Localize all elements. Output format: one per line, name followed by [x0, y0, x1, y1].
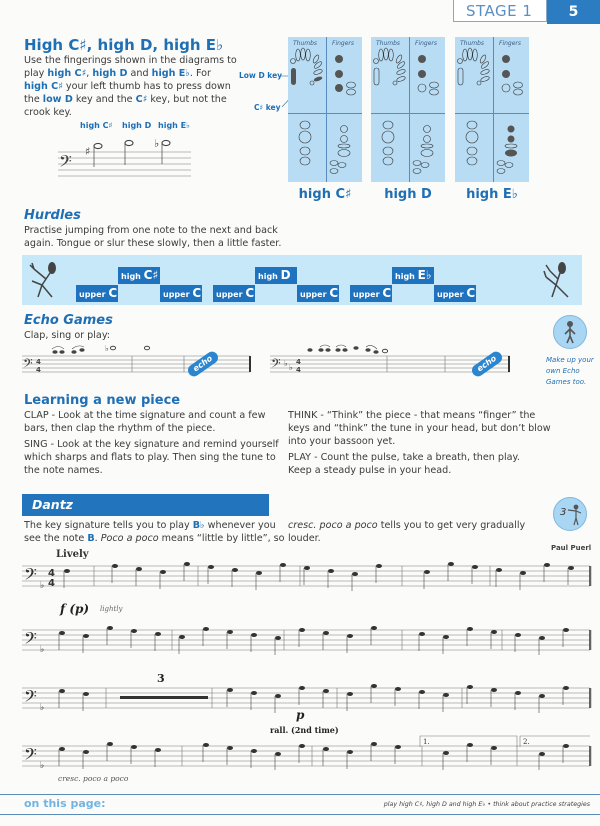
echo-badge: echo: [186, 349, 221, 378]
side-note-line: Games too.: [546, 378, 587, 386]
note-head: [472, 565, 478, 569]
note-head: [539, 752, 545, 756]
tempo-marking: Lively: [56, 549, 89, 560]
para-line: [24, 519, 276, 532]
text: .: [94, 533, 101, 544]
note-head: [275, 636, 281, 640]
para-line: PLAY - Count the pulse, take a breath, then play.: [288, 452, 520, 463]
flat-icon: ♭: [40, 645, 45, 655]
para-line: Use the fingerings shown in the diagrams to: [24, 55, 237, 66]
stage-label: STAGE 1: [453, 0, 547, 22]
note-head: [251, 691, 257, 695]
flat-icon: ♭: [40, 703, 45, 713]
note-head: [251, 749, 257, 753]
hurdle-note-block: [76, 285, 118, 302]
note-head: [496, 568, 502, 572]
block-note: C: [382, 286, 392, 300]
block-prefix: upper: [353, 290, 380, 299]
note-head: [83, 750, 89, 754]
conductor-figure-icon: [554, 498, 586, 530]
block-note: C♯: [143, 268, 159, 282]
para-line: CLAP - Look at the time signature and count a few: [24, 410, 266, 421]
multi-rest-count: 3: [157, 672, 165, 685]
para-line: [24, 80, 239, 93]
para-line: keys and “think” the tune in your head, but don’t blow: [288, 423, 551, 434]
note-head: [131, 629, 137, 633]
composer: Paul Puerl: [551, 544, 592, 552]
text: play: [24, 68, 48, 79]
cresc-marking: cresc. poco a poco: [58, 774, 129, 783]
note-head: [419, 690, 425, 694]
time-sig: 4: [48, 578, 55, 589]
first-ending: 1.: [423, 738, 430, 746]
note-head: [280, 563, 286, 567]
svg-text:♭: ♭: [105, 344, 109, 353]
fingering-keys-icon: [455, 37, 529, 182]
text: ,: [86, 68, 93, 79]
section-title: Echo Games: [24, 313, 113, 328]
note-head: [232, 568, 238, 572]
time-sig: 4: [48, 568, 55, 579]
hurdle-note-block: [213, 285, 255, 302]
note-head: [59, 631, 65, 635]
note-name: high C♯: [47, 68, 87, 79]
figure-icon: [554, 316, 586, 348]
para-line: [24, 532, 285, 545]
note-name: high D: [92, 68, 128, 79]
note-head: [376, 564, 382, 568]
dynamic-marking: p: [296, 708, 305, 722]
note-head: [136, 567, 142, 571]
note-head: [203, 743, 209, 747]
text: key and the: [72, 94, 136, 105]
note-head: [443, 751, 449, 755]
block-prefix: upper: [79, 290, 106, 299]
block-note: C: [192, 286, 202, 300]
note-head: [467, 685, 473, 689]
note-head: [424, 570, 430, 574]
note-head: [59, 689, 65, 693]
para-line: Keep a steady pulse in your head.: [288, 465, 452, 476]
bass-clef-icon: 𝄢: [23, 356, 33, 374]
bass-clef-icon: 𝄢: [24, 628, 37, 652]
text: the: [24, 94, 43, 105]
thumbs-header: Thumbs: [293, 40, 318, 47]
note-head: [491, 688, 497, 692]
block-note: C: [108, 286, 118, 300]
runner-figure-icon: [28, 259, 62, 301]
note-staff: [56, 135, 196, 180]
note-head: [371, 684, 377, 688]
note-head: [352, 572, 358, 576]
hurdles-strip: [22, 255, 582, 305]
text: tells you to get very gradually: [377, 520, 526, 531]
key-name: C♯: [135, 94, 148, 105]
note-head: [155, 748, 161, 752]
key-name: low D: [42, 94, 73, 105]
para-line: into your bassoon yet.: [288, 436, 396, 447]
note-name: high C♯: [24, 81, 63, 92]
text: see the note: [24, 533, 88, 544]
block-prefix: upper: [437, 290, 464, 299]
note-head: [94, 143, 102, 148]
note-head: [443, 635, 449, 639]
note-head: [371, 626, 377, 630]
block-note: C: [466, 286, 476, 300]
flat-icon: ♭: [40, 581, 45, 591]
csharp-key-callout: C♯ key: [254, 103, 281, 112]
note-head: [227, 746, 233, 750]
staff-label: high D: [122, 121, 152, 130]
section-title: Hurdles: [24, 208, 81, 223]
dantz-text-left: [24, 519, 285, 545]
fingering-keys-icon: [371, 37, 445, 182]
block-note: D: [280, 268, 291, 282]
hurdles-section: [24, 208, 324, 250]
hurdle-note-block: [350, 285, 392, 302]
note-head: [251, 633, 257, 637]
note-head: [112, 564, 118, 568]
volta-2: [520, 736, 590, 747]
diagram-label: high E♭: [466, 187, 518, 202]
note-head: [515, 691, 521, 695]
note-head: [347, 750, 353, 754]
note-head: [299, 744, 305, 748]
note-head: [515, 633, 521, 637]
note-head: [155, 632, 161, 636]
note-head: [323, 747, 329, 751]
note-head: [131, 745, 137, 749]
flat-icon: ♭: [154, 137, 160, 150]
note-head: [299, 686, 305, 690]
svg-text:♭: ♭: [289, 363, 293, 372]
bass-clef-icon: 𝄢: [24, 744, 37, 768]
note-head: [256, 571, 262, 575]
note-head: [179, 635, 185, 639]
echo-side-note: [546, 355, 594, 388]
thumbs-header: Thumbs: [460, 40, 485, 47]
expression-word: lightly: [100, 605, 123, 613]
block-note: C: [329, 286, 339, 300]
text: means “little by little”, so: [158, 533, 285, 544]
para-line: Practise jumping from one note to the next and back: [24, 225, 278, 236]
para-line: which sharps and flats to play. Then sing the tune to: [24, 452, 276, 463]
note-head: [467, 627, 473, 631]
para-line: THINK - “Think” the piece - that means “finger” the: [288, 410, 536, 421]
bass-clef-icon: 𝄢: [24, 564, 37, 588]
echo-badge: echo: [470, 349, 505, 378]
fingering-diagram: [288, 37, 362, 182]
note-name: B♭: [192, 520, 205, 531]
note-head: [299, 628, 305, 632]
note-head: [395, 687, 401, 691]
note-head: [203, 627, 209, 631]
note-head: [83, 692, 89, 696]
fingering-paragraph: [24, 54, 239, 119]
bass-clef-icon: 𝄢: [271, 356, 281, 374]
note-head: [395, 745, 401, 749]
diagram-label: high D: [384, 187, 432, 202]
note-head: [64, 569, 70, 573]
dynamic-marking: f (p): [60, 602, 90, 616]
note-head: [323, 689, 329, 693]
note-head: [539, 694, 545, 698]
note-head: [208, 565, 214, 569]
note-head: [107, 626, 113, 630]
note-head: [371, 742, 377, 746]
note-head: [347, 634, 353, 638]
note-head: [539, 636, 545, 640]
staff-label: high E♭: [158, 121, 190, 130]
footer-summary: play high C♯, high D and high E♭ • think about practice strategies: [383, 801, 590, 808]
diagram-label: high C♯: [298, 187, 352, 202]
learning-section-right: [288, 409, 550, 477]
hurdle-note-block: [255, 267, 297, 284]
rall-marking: rall. (2nd time): [270, 725, 339, 735]
note-head: [275, 752, 281, 756]
staff-label: high C♯: [80, 121, 113, 130]
note-head: [59, 747, 65, 751]
text: . For: [189, 68, 211, 79]
fingers-header: Fingers: [332, 40, 355, 47]
para-line: [24, 93, 239, 106]
block-prefix: upper: [216, 290, 243, 299]
fingering-keys-icon: [288, 37, 362, 182]
text: your left thumb has to press down: [62, 81, 231, 92]
text: and: [127, 68, 152, 79]
track-number: 3: [560, 507, 567, 518]
side-note-line: own Echo: [546, 367, 580, 375]
footer-label: on this page:: [24, 797, 106, 810]
bass-clef-icon: 𝄢: [24, 686, 37, 710]
note-head: [323, 631, 329, 635]
note-head: [184, 562, 190, 566]
para-line: again. Tongue or slur these slowly, then a little faster.: [24, 238, 282, 249]
dantz-text-right: [288, 519, 528, 545]
para-line: [24, 67, 239, 80]
term: Poco a poco: [100, 533, 159, 544]
block-prefix: high: [395, 272, 415, 281]
fingers-header: Fingers: [415, 40, 438, 47]
note-head: [491, 630, 497, 634]
block-prefix: upper: [163, 290, 190, 299]
term: cresc. poco a poco: [288, 520, 378, 531]
multi-rest: [120, 696, 208, 699]
hurdle-note-block: [297, 285, 339, 302]
hurdle-note-block: [434, 285, 476, 302]
svg-text:4: 4: [296, 358, 301, 366]
svg-text:4: 4: [36, 358, 41, 366]
page-number: 5: [547, 0, 600, 24]
para-line: SING - Look at the key signature and remind yourself: [24, 439, 279, 450]
note-name: B: [87, 533, 95, 544]
hurdle-note-block: [160, 285, 202, 302]
text: The key signature tells you to play: [24, 520, 193, 531]
fingering-section: [24, 36, 239, 119]
svg-text:4: 4: [296, 366, 301, 374]
second-ending: 2.: [523, 738, 530, 746]
text: whenever you: [204, 520, 276, 531]
runner-figure-icon: [542, 259, 576, 301]
note-head: [419, 632, 425, 636]
note-head: [448, 562, 454, 566]
footer-divider: [0, 794, 600, 795]
learning-section: [24, 393, 286, 477]
note-head: [520, 571, 526, 575]
thumbs-header: Thumbs: [376, 40, 401, 47]
note-head: [563, 628, 569, 632]
para-line: crook key.: [24, 107, 72, 118]
block-prefix: upper: [300, 290, 327, 299]
subtitle: Clap, sing or play:: [24, 330, 111, 341]
flat-icon: ♭: [40, 761, 45, 770]
note-head: [544, 563, 550, 567]
fingering-diagram: [455, 37, 529, 182]
low-d-key-callout: Low D key: [239, 71, 283, 80]
note-head: [328, 569, 334, 573]
track-badge: [553, 497, 587, 531]
footer-divider: [0, 814, 600, 815]
note-head: [563, 744, 569, 748]
hurdle-note-block: [118, 267, 160, 284]
fingering-diagram: [371, 37, 445, 182]
note-head: [162, 140, 170, 145]
block-note: C: [245, 286, 255, 300]
block-note: E♭: [417, 268, 432, 282]
note-name: high E♭: [151, 68, 190, 79]
side-note-line: Make up your: [546, 356, 594, 364]
block-prefix: high: [258, 272, 278, 281]
note-head: [443, 693, 449, 697]
dantz-score: [22, 560, 592, 770]
fingers-header: Fingers: [499, 40, 522, 47]
note-head: [83, 634, 89, 638]
note-head: [275, 694, 281, 698]
bass-clef-icon: 𝄢: [59, 151, 72, 175]
note-head: [467, 743, 473, 747]
dantz-title-bar: Dantz: [22, 494, 269, 516]
section-title: High C♯, high D, high E♭: [24, 36, 224, 54]
hurdle-note-block: [392, 267, 434, 284]
echo-staff-1: [22, 344, 252, 380]
text: key, but not the: [147, 94, 227, 105]
para-line: louder.: [288, 533, 321, 544]
note-head: [227, 688, 233, 692]
note-head: [563, 686, 569, 690]
svg-text:♭: ♭: [284, 359, 288, 368]
para-line: bars, then clap the rhythm of the piece.: [24, 423, 216, 434]
note-head: [568, 566, 574, 570]
para-line: [288, 519, 528, 532]
svg-text:4: 4: [36, 366, 41, 374]
section-title: Learning a new piece: [24, 393, 181, 408]
block-prefix: high: [121, 272, 141, 281]
note-head: [125, 140, 133, 145]
note-head: [160, 570, 166, 574]
note-head: [227, 630, 233, 634]
note-head: [107, 742, 113, 746]
sharp-icon: ♯: [85, 145, 91, 158]
para-line: the note names.: [24, 465, 103, 476]
note-head: [347, 692, 353, 696]
echo-figure-badge: [553, 315, 587, 349]
note-head: [491, 746, 497, 750]
note-head: [304, 566, 310, 570]
echo-section: [24, 313, 113, 342]
